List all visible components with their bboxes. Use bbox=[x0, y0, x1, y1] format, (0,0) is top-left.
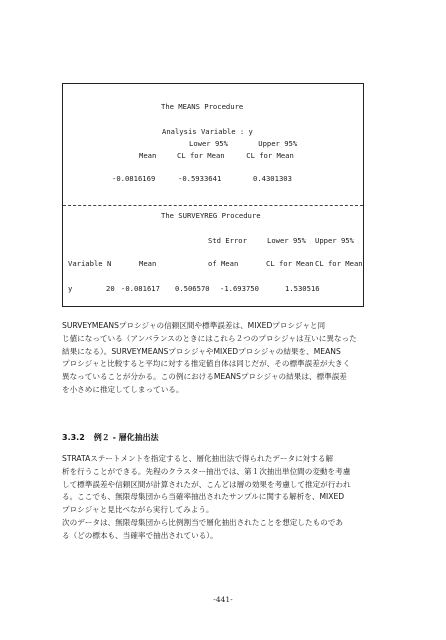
paragraph-strata bbox=[62, 453, 362, 517]
surveyreg-row-variable: y bbox=[68, 284, 73, 293]
means-value-upper-cl: 0.4301303 bbox=[253, 174, 292, 183]
procedure-divider bbox=[63, 205, 363, 206]
paragraph-line: を小さめに推定してしまっている。 bbox=[62, 384, 184, 394]
paragraph-line: る（どの標本も、当確率で抽出されている）。 bbox=[62, 530, 218, 540]
surveyreg-header-cl-upper: CL for Mean bbox=[315, 259, 363, 268]
means-value-mean: -0.0816169 bbox=[112, 174, 156, 183]
surveyreg-header-mean: Mean bbox=[139, 259, 157, 268]
paragraph-comparison bbox=[62, 320, 362, 397]
means-header-cl: CL for Mean CL for Mean bbox=[177, 151, 294, 160]
surveyreg-procedure-title: The SURVEYREG Procedure bbox=[161, 211, 261, 220]
surveyreg-header-lower: Lower 95% bbox=[267, 236, 306, 245]
surveyreg-row-lower: -1.693750 bbox=[220, 284, 259, 293]
surveyreg-row-upper: 1.530516 bbox=[285, 284, 320, 293]
surveyreg-header-upper: Upper 95% bbox=[315, 236, 354, 245]
paragraph-line: して標準誤差や信頼区間が計算されたが、こんどは層の効果を考慮して推定が行われ bbox=[62, 479, 351, 489]
means-procedure-title: The MEANS Procedure bbox=[161, 102, 244, 111]
paragraph-data-intro bbox=[62, 517, 362, 543]
surveyreg-header-of-mean: of Mean bbox=[208, 259, 239, 268]
paragraph-line: SURVEYMEANSプロシジャの信頼区間や標準誤差は、MIXEDプロシジャと同 bbox=[62, 321, 326, 330]
paragraph-line: 異なっていることが分かる。この例におけるMEANSプロシジャの結果は、標準誤差 bbox=[62, 372, 347, 382]
paragraph-line: 結果になる）。SURVEYMEANSプロシジャやMIXEDプロシジャの結果を、MEANS bbox=[62, 346, 341, 356]
means-header-mean: Mean bbox=[139, 151, 157, 160]
surveyreg-row-mean: -0.081617 bbox=[121, 284, 160, 293]
surveyreg-row-n: 20 bbox=[106, 284, 115, 293]
section-heading bbox=[62, 432, 159, 443]
paragraph-line: 析を行うことができる。先程のクラスター抽出では、第１次抽出単位間の変動を考慮 bbox=[62, 466, 351, 476]
paragraph-line: プロシジャと比較すると平均に対する推定値自体は同じだが、その標準誤差が大きく bbox=[62, 359, 351, 369]
sas-output-box bbox=[62, 83, 364, 307]
section-title: 例２ - 層化抽出法 bbox=[93, 433, 159, 442]
paragraph-line: 次のデータは、無限母集団から比例割当で層化抽出されたことを想定したものであ bbox=[62, 518, 343, 527]
surveyreg-row-std-error: 0.506570 bbox=[175, 284, 210, 293]
analysis-variable-label: Analysis Variable : y bbox=[162, 127, 253, 136]
paragraph-line: プロシジャと見比べながら実行してみよう。 bbox=[62, 505, 214, 515]
page-number: -441- bbox=[213, 595, 233, 604]
paragraph-line: じ値になっている（アンバランスのときにはこれら２つのプロシジャは互いに異なった bbox=[62, 333, 357, 343]
surveyreg-header-n: N bbox=[107, 259, 112, 268]
surveyreg-header-cl-lower: CL for Mean bbox=[266, 259, 314, 268]
paragraph-line: STRATAステートメントを指定すると、層化抽出法で得られたデータに対する解 bbox=[62, 454, 334, 463]
surveyreg-header-std-error: Std Error bbox=[208, 236, 247, 245]
means-header-line1: Lower 95% Upper 95% bbox=[189, 139, 298, 148]
surveyreg-header-variable: Variable bbox=[68, 259, 103, 268]
section-number: 3.3.2 bbox=[62, 433, 85, 442]
paragraph-line: る。ここでも、無限母集団から当確率抽出されたサンプルに関する解析を、MIXED bbox=[62, 492, 345, 502]
means-value-lower-cl: -0.5933641 bbox=[178, 174, 222, 183]
